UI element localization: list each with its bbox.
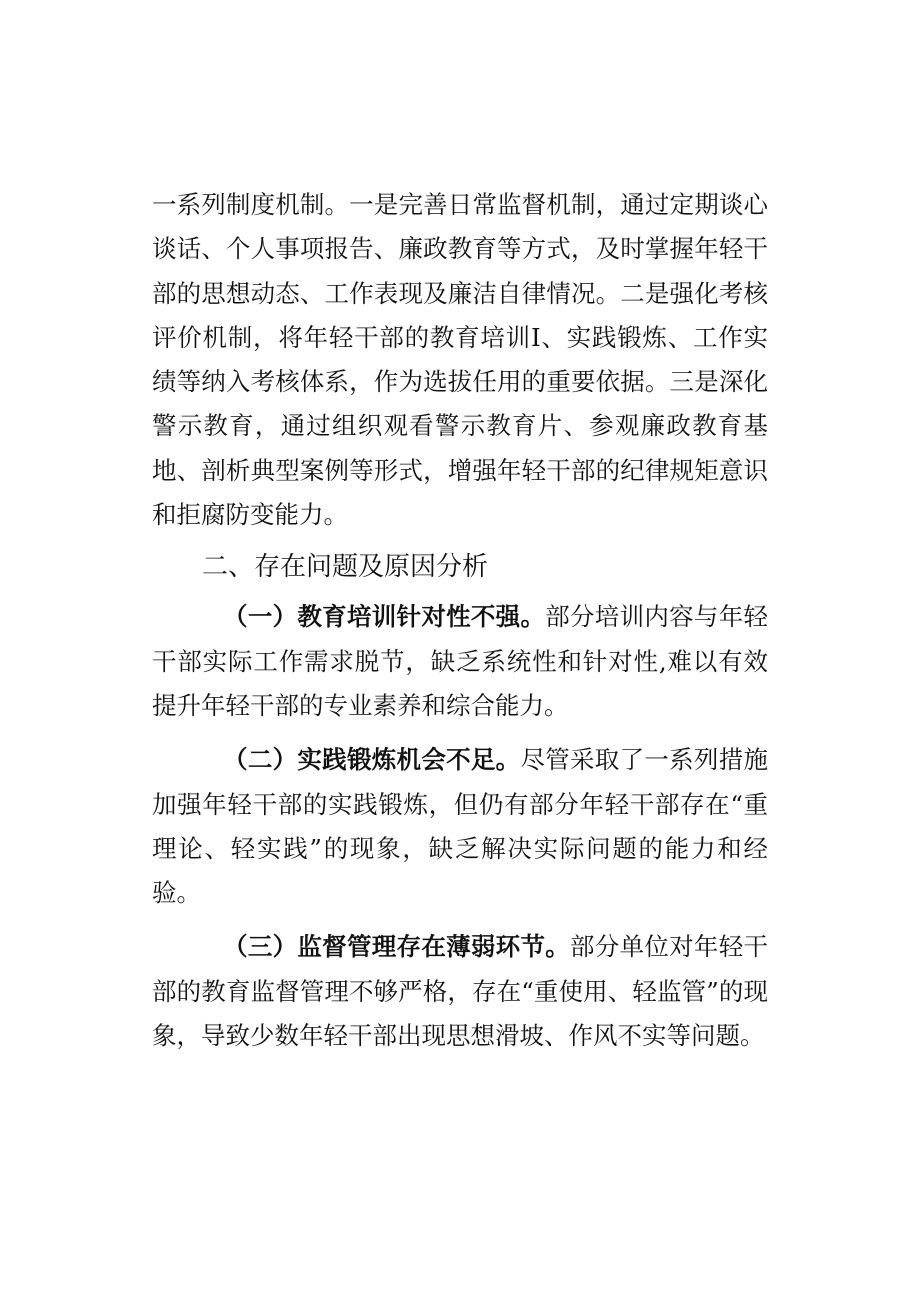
continuation-paragraph: 一系列制度机制。一是完善日常监督机制，通过定期谈心谈话、个人事项报告、廉政教育等方式，及时掌握年轻干部的思想动态、工作表现及廉洁自律情况。二是强化考核评价机制，将年轻干部的教育培训I、实践锻炼、工作实绩等纳入考核体系，作为选拔任用的重要依据。三是深化警示教育，通过组织观看警示教育片、参观廉政教育基地、剖析典型案例等形式，增强年轻干部的纪律规矩意识和拒腐防变能力。 — [152, 190, 768, 530]
problem-item-1-body: 部分培训内容与年轻干部实际工作需求脱节，缺乏系统性和针对性,难以有效提升年轻干部的专业素养和综合能力。 — [152, 602, 769, 720]
problem-item-2 — [152, 738, 768, 915]
problem-item-1-title: （一）教育培训针对性不强。 — [223, 602, 546, 632]
section-heading: 二、存在问题及原因分析 — [202, 552, 489, 583]
problem-item-3 — [152, 925, 768, 1058]
problem-item-3-title: （三）监督管理存在薄弱环节。 — [223, 932, 571, 962]
document-page — [152, 183, 768, 1058]
problem-item-3-body: 部分单位对年轻干部的教育监督管理不够严格，存在“重使用、轻监管”的现象，导致少数年轻干部出现思想滑坡、作风不实等问题。 — [152, 932, 768, 1051]
problem-item-1 — [152, 595, 768, 728]
problem-item-2-title: （二）实践锻炼机会不足。 — [223, 745, 521, 775]
problem-item-2-body: 尽管采取了一系列措施加强年轻干部的实践锻炼，但仍有部分年轻干部存在“重理论、轻实践”的现象，缺乏解决实际问题的能力和经验。 — [152, 745, 769, 908]
